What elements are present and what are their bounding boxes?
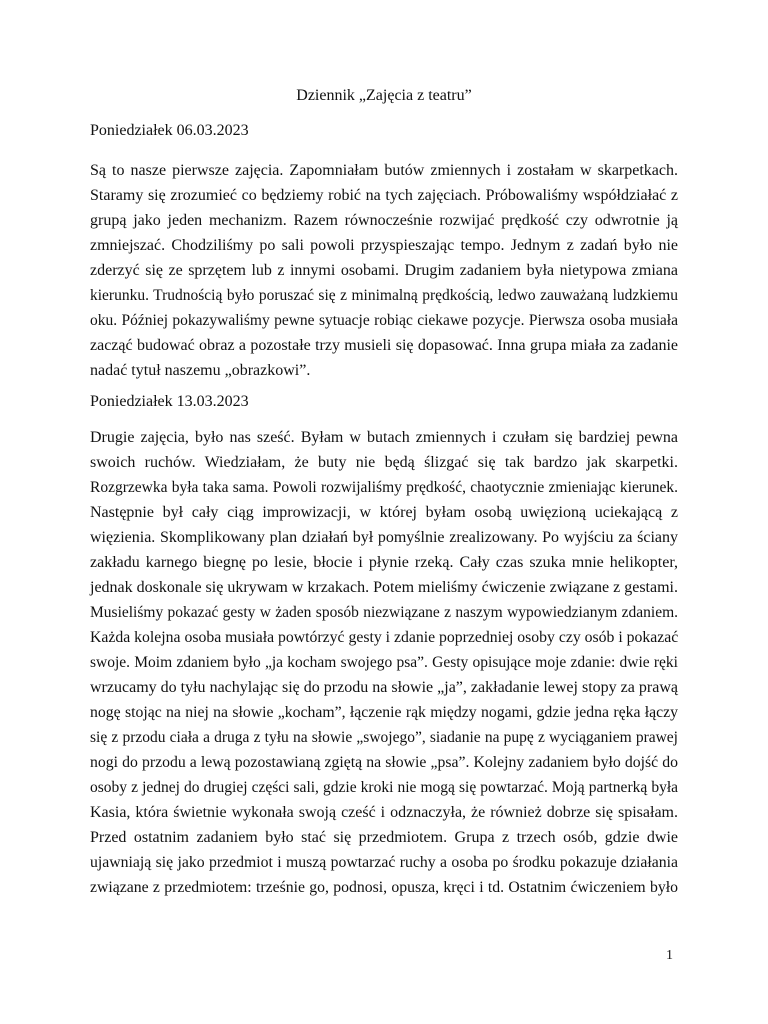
text-line: wrzucamy do tyłu nachylając się do przodu na słowie „ja”, zakładanie lewej stopy za prawą (90, 679, 678, 696)
text-line: kierunku. Trudnością było poruszać się z minimalną prędkością, ledwo zauważaną ludzkiemu (90, 287, 678, 304)
entry-date: Poniedziałek 06.03.2023 (90, 122, 249, 139)
entry-paragraph (90, 425, 678, 900)
text-line: zacząć budować obraz a pozostałe trzy musieli się dopasować. Inna grupa miała za zadanie (90, 337, 678, 354)
text-line: oku. Później pokazywaliśmy pewne sytuacje robiąc ciekawe pozycje. Pierwsza osoba musiała (90, 312, 678, 329)
text-line: Następnie był cały ciąg improwizacji, w której byłam osobą uwięzioną uciekającą z (90, 504, 678, 521)
page-number: 1 (666, 948, 673, 963)
text-line: Przed ostatnim zadaniem było stać się przedmiotem. Grupa z trzech osób, gdzie dwie (90, 829, 678, 846)
text-line: Staramy się zrozumieć co będziemy robić na tych zajęciach. Próbowaliśmy współdziałać z (90, 187, 678, 204)
text-line: nogę stojąc na niej na słowie „kocham”, łączenie rąk między nogami, gdzie jedna ręka łączy (90, 704, 678, 721)
text-line: Rozgrzewka była taka sama. Powoli rozwijaliśmy prędkość, chaotycznie zmieniając kierunek. (90, 479, 678, 496)
text-line: jednak doskonale się ukrywam w krzakach. Potem mieliśmy ćwiczenie związane z gestami. (90, 579, 678, 596)
text-line: zmniejszać. Chodziliśmy po sali powoli przyspieszając tempo. Jednym z zadań było nie (90, 237, 678, 254)
text-line: osoby z jednej do drugiej części sali, gdzie kroki nie mogą się powtarzać. Moją partnerką była (90, 779, 678, 796)
text-line: Musieliśmy pokazać gesty w żaden sposób niezwiązane z naszym wypowiedzianym zdaniem. (90, 604, 678, 621)
entry-date: Poniedziałek 13.03.2023 (90, 393, 249, 410)
text-line: się z przodu ciała a druga z tyłu na słowie „swojego”, siadanie na pupę z wyciąganiem prawej (90, 729, 678, 746)
text-line: zakładu karnego biegnę po lesie, błocie i płynie rzeką. Cały czas szuka mnie helikopter, (90, 554, 678, 571)
text-line: nogi do przodu a lewą pozostawianą zgiętą na słowie „psa”. Kolejny zadaniem było dojść do (90, 754, 678, 771)
document-title: Dziennik „Zajęcia z teatru” (296, 87, 472, 104)
entry-paragraph (90, 158, 678, 383)
text-line: związane z przedmiotem: trześnie go, podnosi, opusza, kręci i td. Ostatnim ćwiczeniem było (90, 879, 678, 896)
text-line: Są to nasze pierwsze zajęcia. Zapomniałam butów zmiennych i zostałam w skarpetkach. (90, 162, 678, 179)
text-line: grupą jako jeden mechanizm. Razem równocześnie rozwijać prędkość czy odwrotnie ją (90, 212, 678, 229)
text-line: zderzyć się ze sprzętem lub z innymi osobami. Drugim zadaniem była nietypowa zmiana (90, 262, 678, 279)
text-line: Każda kolejna osoba musiała powtórzyć gesty i zdanie poprzedniej osoby czy osób i pokazać (90, 629, 679, 646)
text-line: nadać tytuł naszemu „obrazkowi”. (90, 362, 311, 379)
text-line: swoich ruchów. Wiedziałam, że buty nie będą ślizgać się tak bardzo jak skarpetki. (90, 454, 678, 471)
text-line: więzienia. Skomplikowany plan działań był pomyślnie zrealizowany. Po wyjściu za ściany (90, 529, 678, 546)
text-line: Kasia, która świetnie wykonała swoją cześć i odznaczyła, że również dobrze się spisałam. (90, 804, 678, 821)
text-line: Drugie zajęcia, było nas sześć. Byłam w butach zmiennych i czułam się bardziej pewna (90, 429, 678, 446)
text-line: ujawniają się jako przedmiot i muszą powtarzać ruchy a osoba po środku pokazuje działania (90, 854, 678, 871)
text-line: swoje. Moim zdaniem było „ja kocham swojego psa”. Gesty opisujące moje zdanie: dwie ręki (90, 654, 678, 671)
